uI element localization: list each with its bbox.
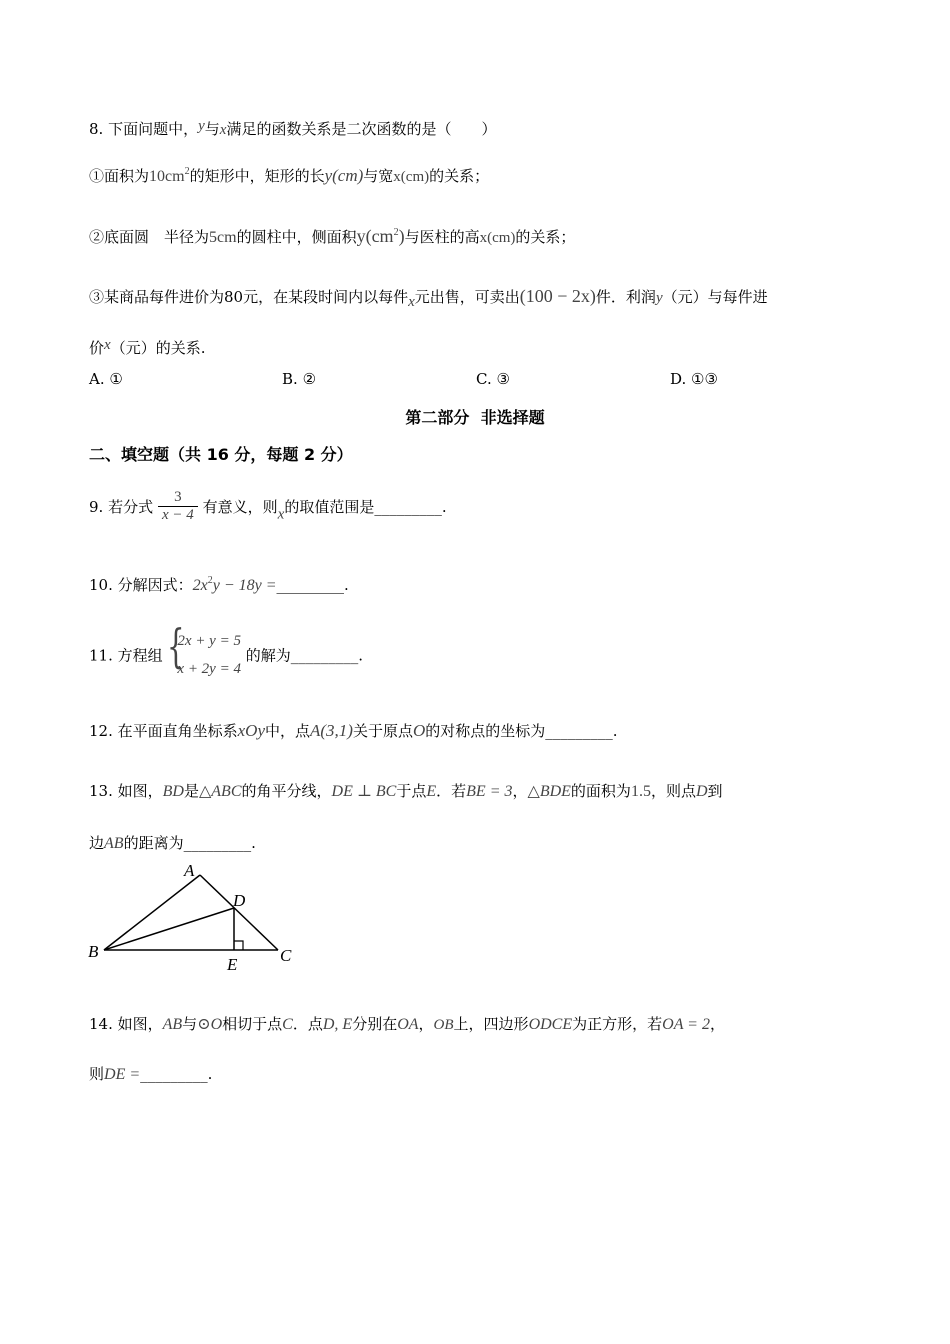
segment-ac: [200, 875, 278, 950]
right-angle-mark: [234, 941, 243, 950]
q11: 11. 方程组 { 2x + y = 5 x + 2y = 4 的解为_________.: [89, 627, 363, 683]
q9: 9. 若分式 $\frac{3}{x - 4}$ 有意义，则x的取值范围是_________.: [89, 489, 447, 523]
q12: 12. 在平面直角坐标系xOy中，点A(3,1)关于原点O的对称点的坐标为_________.: [89, 721, 618, 740]
q8-option-c[interactable]: C. ③: [476, 370, 510, 388]
section-title: 二、填空题（共 16 分，每题 2 分）: [89, 445, 353, 464]
q8-item-2: ②底面圆 半径为5cm的圆柱中，侧面积$y(cm^2)$与医柱的高x(cm)的关系；: [89, 226, 576, 246]
label-e: E: [227, 955, 238, 974]
equation-system: { 2x + y = 5 x + 2y = 4: [167, 619, 241, 677]
q8-option-b[interactable]: B. ②: [282, 370, 317, 388]
q10: 10. 分解因式：$2x^2y - 18y$ =_________.: [89, 575, 349, 594]
q13: 13. 如图，BD是△ABC的角平分线，DE ⊥ BC于点E．若BE = 3，△BDE的面积为1.5，则点D到: [89, 782, 723, 800]
label-a: A: [184, 861, 195, 880]
q13-cont: 边AB的距离为_________.: [89, 834, 256, 852]
q8-item-1: ①面积为$10cm^2$的矩形中，矩形的长y(cm)与宽x(cm)的关系；: [89, 166, 490, 185]
q8-option-a[interactable]: A. ①: [89, 370, 123, 388]
q9-fraction: $\frac{3}{x - 4}$: [158, 489, 198, 524]
q14: 14. 如图，AB与⊙O相切于点C．点D, E分别在OA，OB上，四边形ODCE为正方形，若OA = 2，: [89, 1015, 725, 1033]
q8-option-d[interactable]: D. ①③: [670, 370, 718, 388]
segment-ab: [104, 875, 200, 950]
label-b: B: [88, 942, 99, 961]
label-d: D: [233, 891, 246, 910]
q8-stem: 8. 下面问题中，y与x满足的函数关系是二次函数的是（ ）: [89, 118, 497, 138]
q8-item-3-cont: 价x（元）的关系.: [89, 337, 206, 357]
q14-cont: 则DE =_________.: [89, 1065, 213, 1083]
triangle-figure: [80, 858, 310, 976]
segment-bd: [104, 908, 234, 950]
part2-title: 第二部分 非选择题: [405, 408, 545, 427]
q8-item-3: ③某商品每件进价为80元，在某段时间内以每件x元出售，可卖出(100 − 2x)件．利润y（元）与每件进: [89, 286, 768, 310]
label-c: C: [280, 946, 292, 965]
